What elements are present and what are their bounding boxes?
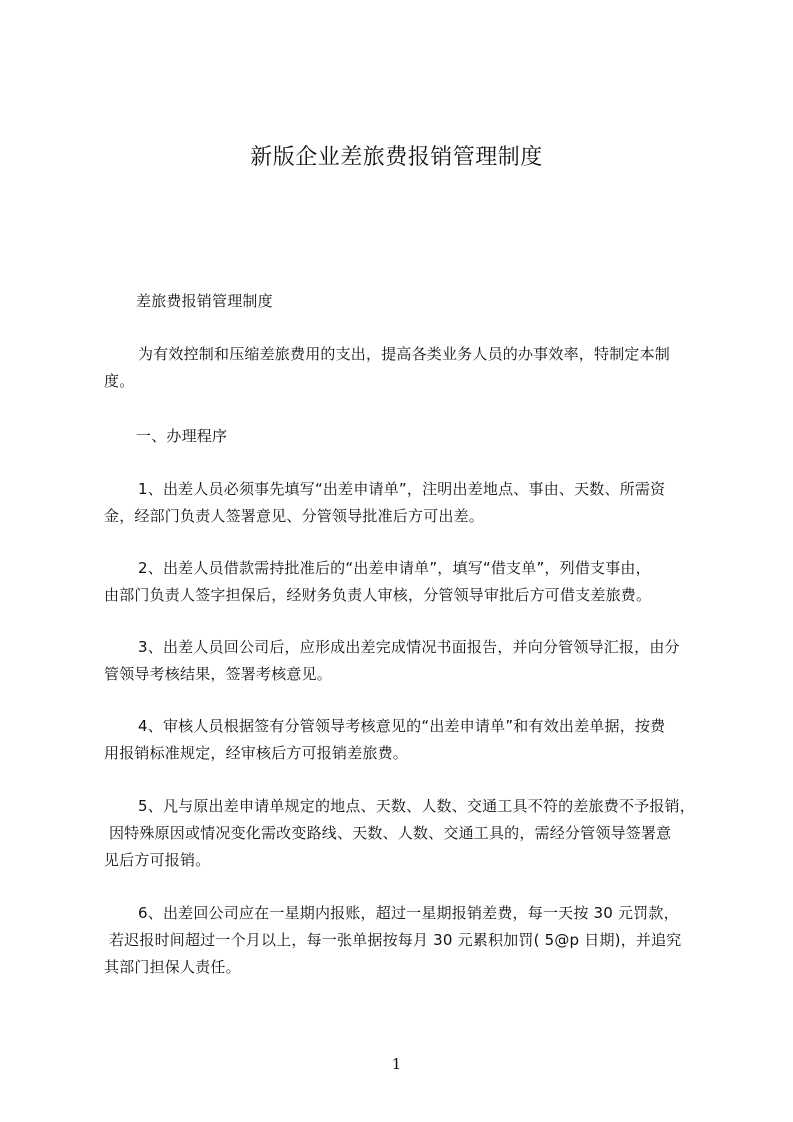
section-heading <box>104 423 716 450</box>
section-heading-text: 一、办理程序 <box>136 427 228 445</box>
text-line: 其部门担保人责任。 <box>104 958 241 976</box>
text-line: 6、出差回公司应在一星期内报账，超过一星期报销差费，每一天按 30 元罚款， <box>138 904 679 922</box>
text-line: 5、凡与原出差申请单规定的地点、天数、人数、交通工具不符的差旅费不予报销， <box>138 797 695 815</box>
list-item <box>104 900 716 981</box>
text-line: 1、出差人员必须事先填写“出差申请单”，注明出差地点、事由、天数、所需资 <box>138 480 666 498</box>
subtitle-line: 差旅费报销管理制度 <box>136 292 273 310</box>
list-item <box>104 634 716 688</box>
list-item <box>104 555 716 609</box>
text-line: 见后方可报销。 <box>104 851 211 869</box>
text-line: 若迟报时间超过一个月以上，每一张单据按每月 30 元累积加罚( 5@p 日期)，并追究 <box>104 931 682 949</box>
list-item <box>104 793 716 874</box>
intro-paragraph <box>104 341 716 395</box>
text-line: 为有效控制和压缩差旅费用的支出，提高各类业务人员的办事效率，特制定本制 <box>138 345 671 363</box>
text-line: 管领导考核结果，签署考核意见。 <box>104 665 333 683</box>
list-item <box>104 476 716 530</box>
document-subtitle <box>104 288 716 315</box>
text-line: 用报销标准规定，经审核后方可报销差旅费。 <box>104 744 409 762</box>
text-line: 2、出差人员借款需持批准后的“出差申请单”，填写“借支单”，列借支事由， <box>138 559 651 577</box>
page-title: 新版企业差旅费报销管理制度 <box>250 145 543 170</box>
page-number: 1 <box>391 1055 402 1073</box>
text-line: 3、出差人员回公司后，应形成出差完成情况书面报告，并向分管领导汇报，由分 <box>138 638 680 656</box>
text-line: 因特殊原因或情况变化需改变路线、天数、人数、交通工具的，需经分管领导签署意 <box>104 824 672 842</box>
text-line: 4、审核人员根据签有分管领导考核意见的“出差申请单”和有效出差单据，按费 <box>138 717 666 735</box>
list-item <box>104 713 716 767</box>
text-line: 度。 <box>104 372 135 390</box>
text-line: 金，经部门负责人签署意见、分管领导批准后方可出差。 <box>104 507 485 525</box>
text-line: 由部门负责人签字担保后，经财务负责人审核，分管领导审批后方可借支差旅费。 <box>104 586 652 604</box>
